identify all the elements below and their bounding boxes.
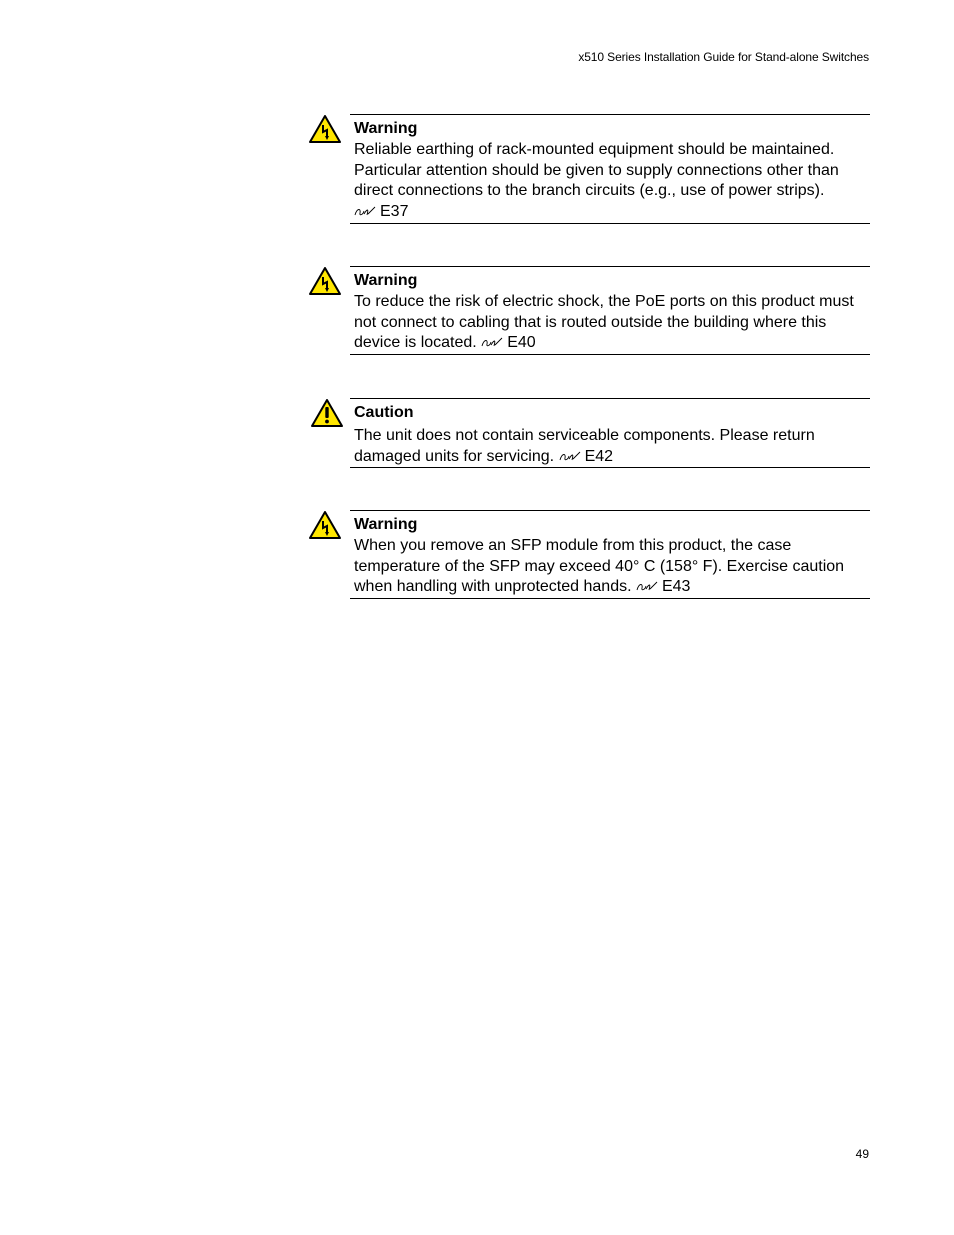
warning-notice-poe [350,266,870,355]
notice-title: Caution [354,404,414,421]
translation-reference-icon [559,451,581,462]
caution-exclamation-icon [310,398,344,428]
notice-text: The unit does not contain serviceable components. Please return damaged units for servicing. [354,427,815,465]
reference-code: E42 [584,447,614,465]
page-number: 49 [855,1147,869,1161]
notice-title: Warning [354,120,418,137]
notice-body [354,140,870,222]
notice-title: Warning [354,272,418,289]
notice-text: Reliable earthing of rack-mounted equipment should be maintained. Particular attention should be given to supply connections other than direct connections to the branch circuits (e.g., use of power strips). [354,141,839,199]
translation-reference-icon [354,206,376,217]
notice-reference [636,578,690,595]
notice-reference [354,203,408,220]
translation-reference-icon [481,337,503,348]
electric-shock-warning-icon [308,266,342,296]
notice-text: To reduce the risk of electric shock, the PoE ports on this product must not connect to cabling that is routed outside the building where this device is located. [354,293,854,351]
electric-shock-warning-icon [308,510,342,540]
notice-body [354,536,870,598]
notice-title: Warning [354,516,418,533]
reference-code: E43 [661,578,691,595]
warning-notice-sfp-temperature [350,510,870,599]
notice-body [354,426,870,467]
caution-notice-serviceable [350,398,870,468]
reference-code: E37 [380,202,409,220]
warning-notice-earthing [350,114,870,224]
electric-shock-warning-icon [308,114,342,144]
notice-text: When you remove an SFP module from this product, the case temperature of the SFP may exceed 40° C (158° F). Exercise caution when handling with unprotected hands. [354,537,845,595]
reference-code: E40 [507,334,536,351]
translation-reference-icon [636,581,658,592]
notice-body [354,292,870,354]
running-header: x510 Series Installation Guide for Stand-alone Switches [578,50,869,64]
notice-reference [559,448,613,465]
notice-reference [481,334,535,351]
